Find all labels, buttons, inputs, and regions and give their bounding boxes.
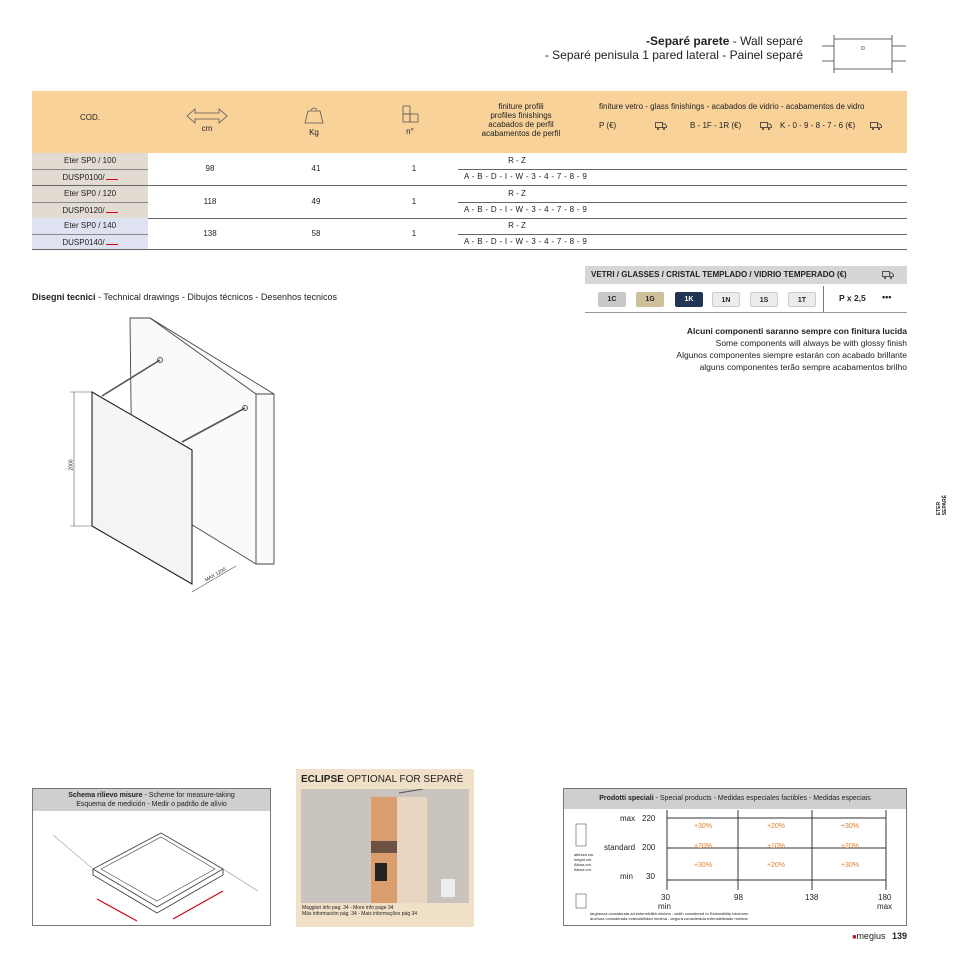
pct-cell: +10% [766,843,786,850]
height-dimension-label: 2000 [68,459,75,471]
cell-kg: 41 [311,164,321,173]
width-caption: anchura considerada extensibilidad mínima - largura considerada extensibilidade mínima [590,916,748,921]
side-tag: ETER SEPARÉ [936,495,948,516]
col-header-cm: cm [201,124,213,133]
col-header-glass: finiture vetro - glass finishings - acabados de vidrio - acabamentos de vidro [599,102,865,111]
glossy-note: Some components will always be with glossy finish [715,338,907,348]
section-title-drawings: Disegni tecnici - Technical drawings - Dibujos técnicos - Desenhos tecnicos [32,292,337,302]
glass-chip-1g: 1G [636,292,664,307]
glass-chip-1n: 1N [712,292,740,307]
row-label-standard: standard [604,843,636,852]
pct-cell: +30% [840,862,860,869]
packages-icon [400,104,420,124]
col-header-kg: Kg [309,128,319,137]
measure-scheme-box [32,788,271,926]
table-row-code: Eter SP0 / 140 DUSP0140/ [32,218,148,250]
divider [823,286,824,312]
cell-finish-top: R - Z [508,189,526,198]
measure-scheme-drawing [33,811,270,925]
measure-scheme-header: Schema rilievo misure - Scheme for measure-taking Esquema de medición - Medir o padrão de alívio [33,789,270,811]
row-value-standard: 200 [642,843,656,852]
col-header-cod: COD. [80,113,100,122]
cell-finish-bottom: A - B - D - I - W - 3 - 4 - 7 - 8 - 9 [464,205,588,214]
eclipse-title: ECLIPSE OPTIONAL FOR SEPARÈ [301,774,464,785]
truck-icon [882,271,894,279]
cell-kg: 49 [311,197,321,206]
divider [585,312,907,313]
cell-cm: 118 [203,197,217,206]
cell-finish-bottom: A - B - D - I - W - 3 - 4 - 7 - 8 - 9 [464,172,588,181]
width-dimension-label: MAX 1200 [204,566,228,584]
cell-n: 1 [411,197,417,206]
glossy-note: alguns componentes terão sempre acabamentos brilho [699,362,907,372]
col-sub-min: min [658,902,671,911]
more-icon: ••• [882,292,892,302]
special-products-header: Prodotti speciali - Special products - Medidas especiales factibles - Medidas especiais [564,789,906,809]
glass-chip-1s: 1S [750,292,778,307]
col-value: 138 [805,893,819,902]
row-label-min: min [620,872,633,881]
glossy-note: Algunos componentes siempre estarán con acabado brillante [676,350,907,360]
cell-cm: 138 [203,229,217,238]
page-footer [852,931,907,941]
width-caption: larghezza considerata ad estensibilità minima - width considered to Extensibility minimum [590,911,749,916]
truck-icon [760,122,772,130]
weight-icon [304,105,324,125]
width-arrows-icon [186,108,228,124]
page-title: -Separé parete - Wall separé [646,34,803,48]
height-caption: altezza cm. height cm. Altura cm. Altura cm. [574,852,595,872]
row-label-max: max [620,814,636,823]
eclipse-photo [301,789,469,903]
cell-cm: 98 [205,164,215,173]
pct-cell: +30% [693,862,713,869]
glass-group-b: B - 1F - 1R (€) [690,121,742,130]
glass-group-p: P (€) [599,121,617,130]
pct-cell: +30% [840,823,860,830]
glass-chip-1k: 1K [675,292,703,307]
table-row-code: Eter SP0 / 120 DUSP0120/ [32,186,148,218]
brand-icon: ■ [852,934,857,941]
glass-chip-1t: 1T [788,292,816,307]
col-value: 30 [661,893,670,902]
cell-finish-top: R - Z [508,156,526,165]
row-value-min: 30 [646,872,655,881]
glasses-header: VETRI / GLASSES / CRISTAL TEMPLADO / VIDRIO TEMPERADO (€) [585,266,907,284]
cell-finish-bottom: A - B - D - I - W - 3 - 4 - 7 - 8 - 9 [464,237,588,246]
eclipse-caption: Maggiori info pag. 34 - More info page 34 [302,905,394,911]
divider [32,249,907,250]
truck-icon [870,122,882,130]
page-number: 139 [891,931,907,941]
pct-cell: +20% [693,843,713,850]
brand-name: megius [856,931,886,941]
wall-separe-schematic-icon [820,34,908,74]
col-value: 98 [734,893,743,902]
technical-drawing [60,312,290,612]
eclipse-caption: Más información pág. 34 - Mais informações pág 34 [302,911,418,917]
glass-chip-1c: 1C [598,292,626,307]
row-value-max: 220 [642,814,656,823]
page-subtitle: - Separé penisula 1 pared lateral - Painel separé [544,48,803,62]
pct-cell: +20% [840,843,860,850]
pct-cell: +20% [766,862,786,869]
cell-n: 1 [411,164,417,173]
glossy-note: Alcuni componenti saranno sempre con finitura lucida [686,326,907,336]
cell-kg: 58 [311,229,321,238]
col-sub-max: max [877,902,893,911]
glass-group-k: K - 0 - 9 - 8 - 7 - 6 (€) [780,121,856,130]
eclipse-promo [296,769,474,927]
col-header-profiles: finiture profili profiles finishings acabados de perfil acabamentos de perfil [481,102,561,138]
col-header-n: n° [406,127,414,136]
glass-extra: P x 2,5 [839,293,866,303]
cell-finish-top: R - Z [508,221,526,230]
cell-n: 1 [411,229,417,238]
pct-cell: +20% [766,823,786,830]
pct-cell: +30% [693,823,713,830]
truck-icon [655,122,667,130]
col-value: 180 [878,893,892,902]
table-row-code: Eter SP0 / 100 DUSP0100/ [32,153,148,185]
